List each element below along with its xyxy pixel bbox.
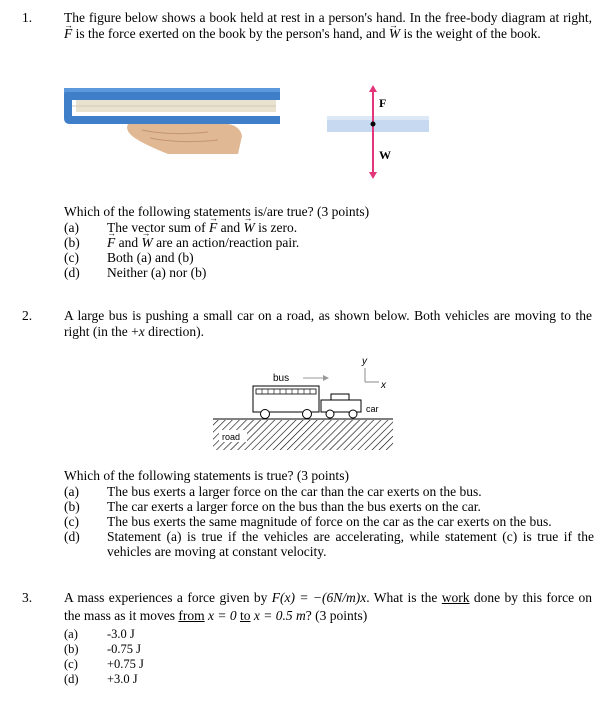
option-1a[interactable]: (a) The vector sum of → F and → W is zero. [64, 220, 594, 235]
bus-label: bus [273, 373, 290, 384]
bus-car-diagram [213, 354, 393, 452]
question-3-options [64, 627, 594, 687]
question-3-stem: A mass experiences a force given by F(x) = −(6N/m)x. What is the work done by this force on the mass as it moves from x = 0 to x = 0.5 m? (3 points) [64, 590, 592, 623]
weight-w-symbol: → W [389, 26, 400, 42]
force-f-symbol: → F [64, 26, 72, 42]
question-1-stem: The figure below shows a book held at rest in a person's hand. In the free-body diagram at right, → F is the force exerted on the book by the person's hand, and → W is the weight of the book. [64, 10, 592, 42]
option-1d[interactable]: (d) Neither (a) nor (b) [64, 265, 207, 280]
work-word: work [441, 590, 470, 605]
option-3b[interactable]: (b) -0.75 J [64, 642, 142, 656]
option-2c[interactable]: (c) The bus exerts the same magnitude of force on the car as the car exerts on the bus. [64, 514, 552, 529]
fbd-label-w: W [379, 148, 391, 162]
question-1-prompt: Which of the following statements is/are true? (3 points) [64, 204, 370, 219]
option-3a[interactable]: (a) -3.0 J [64, 627, 135, 641]
question-2-stem: A large bus is pushing a small car on a road, as shown below. Both vehicles are moving to the right (in the +x direction). [64, 308, 592, 339]
question-3-number: 3. [22, 590, 33, 605]
x-axis-label: x [381, 380, 386, 391]
question-2-options [64, 484, 594, 559]
option-1b[interactable]: (b) → F and → W are an action/reaction pair. [64, 235, 594, 250]
force-formula: F(x) = −(6N/m)x [271, 590, 367, 605]
question-1-number: 1. [22, 10, 33, 25]
hand [127, 124, 242, 154]
question-2-prompt: Which of the following statements is true? (3 points) [64, 468, 349, 483]
bus [253, 386, 319, 419]
option-2a[interactable]: (a) The bus exerts a larger force on the car than the car exerts on the bus. [64, 484, 482, 499]
option-2b[interactable]: (b) The car exerts a larger force on the bus than the bus exerts on the car. [64, 499, 481, 514]
question-2-number: 2. [22, 308, 33, 323]
option-1c[interactable]: (c) Both (a) and (b) [64, 250, 194, 265]
question-1-options [64, 220, 594, 280]
car [321, 394, 361, 418]
y-axis-label: y [362, 356, 367, 367]
option-3d[interactable]: (d) +3.0 J [64, 672, 138, 686]
fbd-label-f: F [379, 96, 387, 110]
car-label: car [366, 404, 379, 414]
book-in-hand-illustration [58, 86, 288, 156]
road-label: road [222, 432, 241, 442]
option-3c[interactable]: (c) +0.75 J [64, 657, 144, 671]
option-2d[interactable]: (d) Statement (a) is true if the vehicles are accelerating, while statement (c) is true if the vehicles are moving at constant velocity. [64, 529, 594, 559]
